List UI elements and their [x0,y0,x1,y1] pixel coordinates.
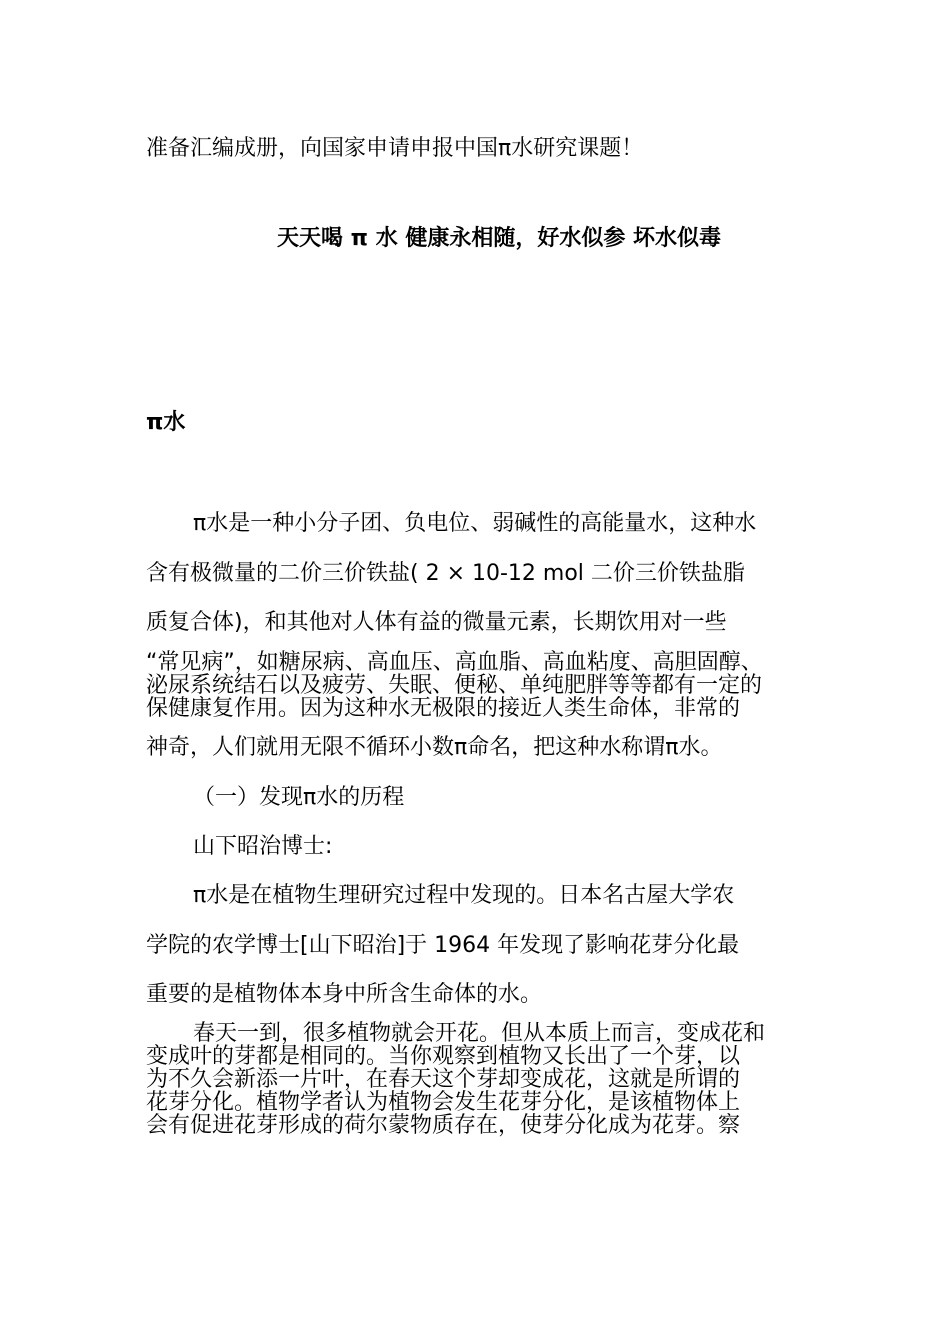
paragraph-line: 会有促进花芽形成的荷尔蒙物质存在，使芽分化成为花芽。察 [146,1113,741,1138]
paragraph-line: 质复合体)，和其他对人体有益的微量元素，长期饮用对一些 [146,610,727,635]
paragraph-line: 花芽分化。植物学者认为植物会发生花芽分化，是该植物体上 [146,1090,741,1115]
paragraph-line: “常见病”，如糖尿病、高血压、高血脂、高血粘度、高胆固醇、 [146,650,763,675]
paragraph-line: 神奇，人们就用无限不循环小数π命名，把这种水称谓π水。 [146,735,723,760]
paragraph-line: 含有极微量的二价三价铁盐( 2 × 10-12 mol 二价三价铁盐脂 [146,561,745,586]
paragraph-line: 变成叶的芽都是相同的。当你观察到植物又长出了一个芽，以 [146,1044,741,1069]
section-title: π水 [146,410,186,435]
paragraph-line: 山下昭治博士: [193,834,333,859]
paragraph-line: 泌尿系统结石以及疲劳、失眠、便秘、单纯肥胖等等都有一定的 [146,673,763,698]
paragraph-line: 保健康复作用。因为这种水无极限的接近人类生命体，非常的 [146,696,741,721]
paragraph-line: 学院的农学博士[山下昭治]于 1964 年发现了影响花芽分化最 [146,933,740,958]
paragraph-line: 春天一到，很多植物就会开花。但从本质上而言，变成花和 [193,1021,766,1046]
slogan-heading: 天天喝 π 水 健康永相随，好水似参 坏水似毒 [277,226,722,251]
paragraph-line: π水是在植物生理研究过程中发现的。日本名古屋大学农 [193,883,735,908]
paragraph-line: 重要的是植物体本身中所含生命体的水。 [146,982,543,1007]
paragraph-line: π水是一种小分子团、负电位、弱碱性的高能量水，这种水 [193,511,757,536]
paragraph-line: 准备汇编成册，向国家申请申报中国π水研究课题！ [146,136,644,161]
subsection-title: （一）发现π水的历程 [193,785,405,810]
paragraph-line: 为不久会新添一片叶，在春天这个芽却变成花，这就是所谓的 [146,1067,741,1092]
